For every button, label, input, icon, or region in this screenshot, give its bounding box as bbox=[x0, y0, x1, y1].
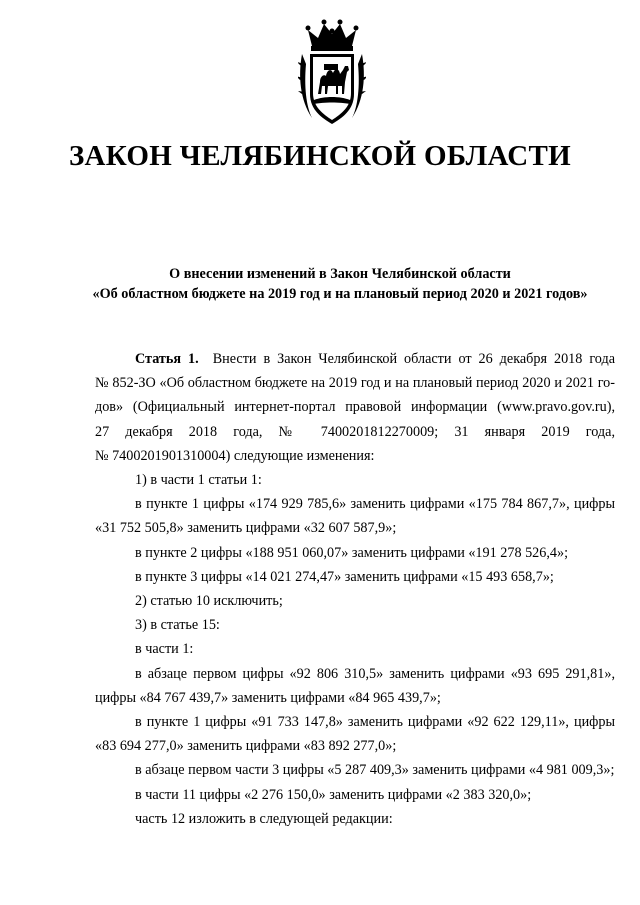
article-intro-text: Внести в Закон Челябинской области от 26 декабря 2018 года bbox=[212, 351, 616, 367]
list-item bbox=[95, 541, 615, 565]
list-item bbox=[95, 637, 615, 661]
article-intro-line: № 7400201901310004) следующие изменения: bbox=[95, 447, 375, 464]
list-item-line: «31 752 505,8» заменить цифрами «32 607 587,9»; bbox=[95, 520, 397, 537]
article-intro-line: дов» (Официальный интернет-портал правовой информации (www.pravo.gov.ru), bbox=[95, 399, 615, 416]
list-item bbox=[95, 783, 615, 807]
list-item-line: в абзаце первом части 3 цифры «5 287 409,3» заменить цифрами «4 981 009,3»; bbox=[135, 762, 615, 779]
list-item-line: 2) статью 10 исключить; bbox=[135, 593, 283, 610]
list-item bbox=[95, 807, 615, 831]
list-item bbox=[95, 468, 615, 492]
article-body bbox=[95, 347, 615, 831]
list-item bbox=[95, 758, 615, 782]
article-intro-line: 27 декабря 2018 года, № 7400201812270009; 31 января 2019 года, bbox=[95, 423, 615, 440]
list-item bbox=[95, 710, 615, 758]
law-subject-line-1: О внесении изменений в Закон Челябинской области bbox=[169, 266, 511, 282]
list-item-line: в части 1: bbox=[135, 641, 194, 658]
list-item-line: в пункте 1 цифры «91 733 147,8» заменить цифрами «92 622 129,11», цифры bbox=[135, 714, 615, 731]
list-item-line: в части 11 цифры «2 276 150,0» заменить цифрами «2 383 320,0»; bbox=[135, 786, 532, 803]
article-intro-line: № 852-ЗО «Об областном бюджете на 2019 год и на плановый период 2020 и 2021 го- bbox=[95, 375, 615, 392]
law-subject-line-2: «Об областном бюджете на 2019 год и на плановый период 2020 и 2021 годов» bbox=[92, 286, 588, 302]
list-item-line: в пункте 1 цифры «174 929 785,6» заменить цифрами «175 784 867,7», цифры bbox=[135, 496, 615, 513]
list-item-line: 3) в статье 15: bbox=[135, 617, 220, 634]
list-item bbox=[95, 565, 615, 589]
chelyabinsk-coat-of-arms-icon bbox=[298, 16, 366, 128]
list-item-line: «83 694 277,0» заменить цифрами «83 892 277,0»; bbox=[95, 738, 397, 755]
list-item-line: 1) в части 1 статьи 1: bbox=[135, 472, 262, 489]
list-item bbox=[95, 613, 615, 637]
list-item bbox=[95, 589, 615, 613]
article-label: Статья 1. bbox=[135, 351, 199, 367]
law-title: ЗАКОН ЧЕЛЯБИНСКОЙ ОБЛАСТИ bbox=[68, 140, 572, 172]
list-item bbox=[95, 492, 615, 540]
list-item-line: в абзаце первом цифры «92 806 310,5» заменить цифрами «93 695 291,81», bbox=[135, 665, 615, 682]
list-item-line: в пункте 3 цифры «14 021 274,47» заменить цифрами «15 493 658,7»; bbox=[135, 568, 554, 585]
article-intro-line bbox=[95, 347, 615, 371]
list-item bbox=[95, 662, 615, 710]
list-item-line: цифры «84 767 439,7» заменить цифрами «84 965 439,7»; bbox=[95, 689, 441, 706]
article-intro-paragraph bbox=[95, 347, 615, 468]
law-subject bbox=[60, 264, 620, 304]
list-item-line: часть 12 изложить в следующей редакции: bbox=[135, 810, 393, 827]
list-item-line: в пункте 2 цифры «188 951 060,07» заменить цифрами «191 278 526,4»; bbox=[135, 544, 569, 561]
